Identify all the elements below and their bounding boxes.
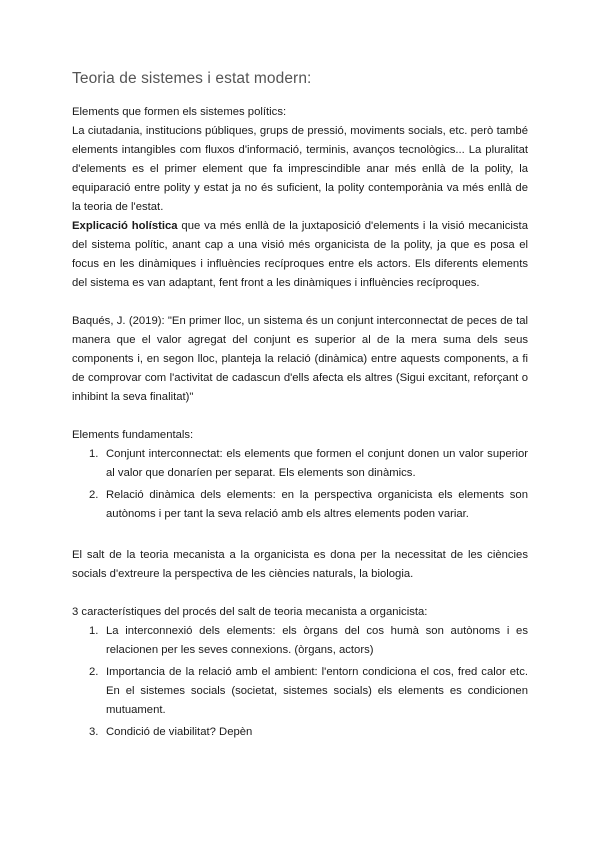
fundamentals-list — [72, 445, 528, 524]
elements-paragraph: La ciutadania, institucions públiques, grups de pressió, moviments socials, etc. però també elements intangibles com fluxos d'informació, terminis, avanços tecnològics... La pluralitat d'elements es el primer element que fa imprescindible anar més enllà de la polity, la equiparació entre polity y estat ja no és suficient, la polity contemporània va més enllà de la teoria de l'estat. — [72, 125, 528, 213]
document-title: Teoria de sistemes i estat modern: — [72, 70, 312, 87]
list-item — [72, 486, 528, 524]
list-number: 2. — [89, 666, 99, 678]
list-number: 1. — [89, 625, 99, 637]
fundamentals-heading: Elements fundamentals: — [72, 429, 194, 441]
list-item — [72, 663, 528, 720]
list-text: La interconnexió dels elements: els òrgans del cos humà son autònoms i es relacionen per les seves connexions. (òrgans, actors) — [106, 625, 528, 656]
elements-heading: Elements que formen els sistemes polítics: — [72, 106, 287, 118]
characteristics-heading: 3 característiques del procés del salt de teoria mecanista a organicista: — [72, 606, 428, 618]
holistic-text: que va més enllà de la juxtaposició d'elements i la visió mecanicista del sistema polític, anant cap a una visió més organicista de la polity, ja que es posa el focus en les dinàmiques i influències recíproques entre els actors. Els diferents elements del sistema es van adaptant, fent front a les dinàmiques i influències recíproques. — [72, 220, 528, 289]
list-text: Relació dinàmica dels elements: en la perspectiva organicista els elements son autònoms i per tant la seva relació amb els altres elements poden variar. — [106, 489, 528, 520]
list-text: Conjunt interconnectat: els elements que formen el conjunt donen un valor superior al valor que donaríen per separat. Els elements son dinàmics. — [106, 448, 528, 479]
list-number: 1. — [89, 448, 99, 460]
list-item — [72, 723, 528, 742]
leap-paragraph: El salt de la teoria mecanista a la organicista es dona per la necessitat de les ciències socials d'extreure la perspectiva de les ciències naturals, la biologia. — [72, 549, 528, 580]
holistic-bold-term: Explicació holística — [72, 220, 178, 232]
document-page — [72, 70, 528, 745]
list-text: Importancia de la relació amb el ambient: l'entorn condiciona el cos, fred calor etc. En el sistemes socials (societat, sistemes socials) els elements es condicionen mutuament. — [106, 666, 528, 716]
list-number: 2. — [89, 489, 99, 501]
list-text: Condició de viabilitat? Depèn — [106, 726, 253, 738]
quote-paragraph: Baqués, J. (2019): "En primer lloc, un sistema és un conjunt interconnectat de peces de tal manera que el valor agregat del conjunt es superior al de la mera suma dels seus components i, en segon lloc, planteja la relació (dinàmica) entre aquests components, a fi de comprovar com l'activitat de cadascun d'ells afecta els altres (Sigui excitant, reforçant o inhibint la seva finalitat)" — [72, 315, 528, 403]
characteristics-list — [72, 622, 528, 742]
holistic-paragraph — [72, 217, 528, 293]
list-item — [72, 622, 528, 660]
list-number: 3. — [89, 726, 99, 738]
list-item — [72, 445, 528, 483]
